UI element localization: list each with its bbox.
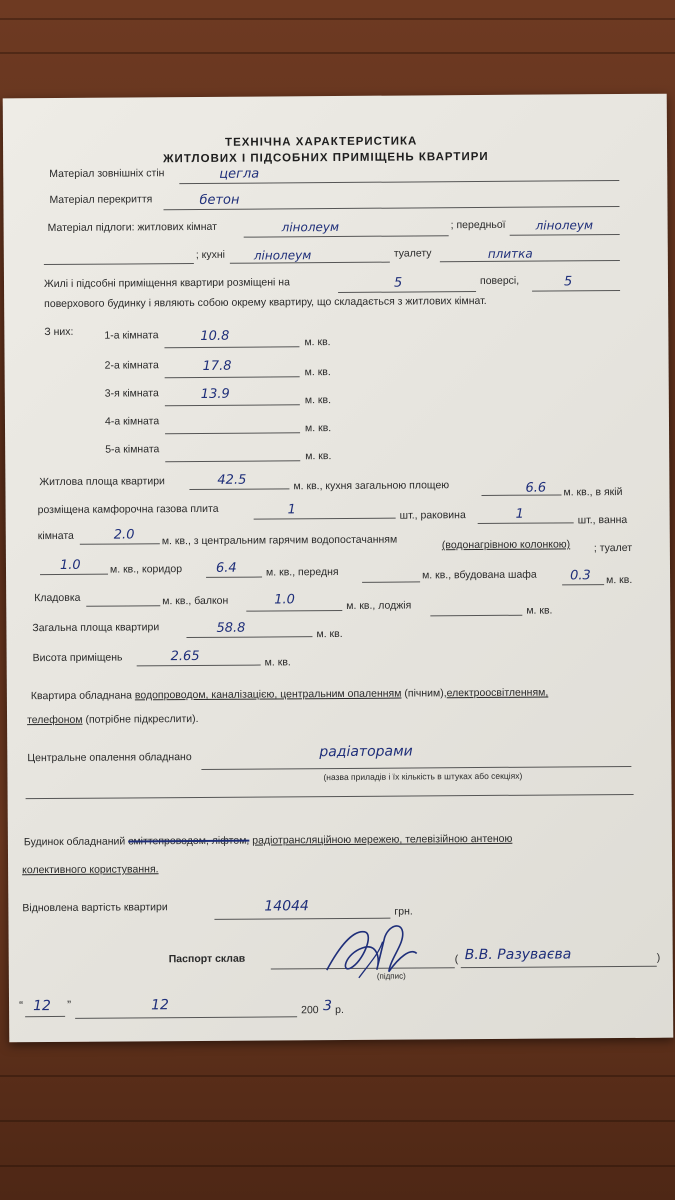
balcony-line <box>246 610 342 612</box>
sink-label: шт., раковина <box>399 509 466 522</box>
signature-image <box>318 917 428 984</box>
cost-label: Відновлена вартість квартири <box>22 901 168 915</box>
bath-line <box>80 543 160 545</box>
building-struck: сміттепроводом, ліфтом, <box>128 834 250 848</box>
storage-line <box>86 605 160 607</box>
wood-grain <box>0 52 675 54</box>
heating-note: (назва приладів і їх кількість в штуках або секціях) <box>323 770 523 783</box>
room-3-unit: м. кв. <box>304 394 332 407</box>
stove-line <box>254 518 396 520</box>
closet-unit: м. кв. <box>606 573 633 587</box>
room-5-label: 5-а кімната <box>105 443 160 456</box>
storage-label: Кладовка <box>34 591 81 605</box>
kitchen-area-value: 6.6 <box>525 480 547 496</box>
flooring-blank-line <box>44 263 194 265</box>
loggia-unit: м. кв. <box>526 604 553 617</box>
sink-value: 1 <box>515 506 524 522</box>
date-day: 12 <box>32 998 51 1015</box>
location-floor-line <box>338 291 476 293</box>
date-year-prefix: 200 <box>301 1004 319 1017</box>
hot-water-label: м. кв., з центральним гарячим водопостачанням <box>161 533 398 548</box>
balcony-label: м. кв., балкон <box>162 594 229 608</box>
date-year-digit: 3 <box>323 998 333 1015</box>
passport-label: Паспорт склав <box>168 952 246 966</box>
kitchen-area-suffix: м. кв., в якій <box>563 486 623 499</box>
room-4-unit: м. кв. <box>304 422 332 435</box>
corridor-value: 6.4 <box>215 560 237 576</box>
equipment-underlined-1: водопроводом, каналізацією, центральним опаленням <box>134 687 402 702</box>
heating-extra-line <box>26 794 634 799</box>
date-suffix: р. <box>335 1003 344 1017</box>
flooring-front-line <box>510 234 620 236</box>
date-month: 12 <box>150 997 169 1014</box>
room-1-line <box>164 346 299 348</box>
front-room-label: м. кв., передня <box>265 565 339 579</box>
height-label: Висота приміщень <box>32 651 123 665</box>
bath-label-a: шт., ванна <box>577 513 628 527</box>
room-4-line <box>165 432 300 434</box>
name-paren-open: ( <box>454 953 459 966</box>
cost-unit: грн. <box>394 905 413 918</box>
total-area-label: Загальна площа квартири <box>32 621 160 635</box>
date-quote-close: ” <box>66 997 72 1012</box>
flooring-kitchen-value: лінолеум <box>253 248 312 263</box>
flooring-toilet-label: туалету <box>393 247 432 260</box>
equipment-mid: (пічним), <box>404 687 447 700</box>
height-value: 2.65 <box>170 648 200 665</box>
toilet-line <box>40 574 108 575</box>
equipment-suffix: (потрібне підкреслити). <box>85 712 199 726</box>
wood-grain <box>0 1120 675 1122</box>
flooring-front-label: ; передньої <box>450 218 506 232</box>
walls-value: цегла <box>219 166 260 182</box>
closet-value: 0.3 <box>570 568 591 584</box>
bath-label-b: кімната <box>37 529 74 543</box>
balcony-value: 1.0 <box>274 592 295 608</box>
toilet-value: 1.0 <box>59 557 81 573</box>
front-room-line <box>362 581 420 582</box>
bath-value: 2.0 <box>113 527 135 543</box>
floors-cover-value: бетон <box>199 192 240 208</box>
heating-line <box>201 766 631 770</box>
location-total-value: 5 <box>563 274 573 290</box>
equipment-underlined-2: електроосвітленням, <box>446 686 549 700</box>
rooms-intro: З них: <box>44 325 74 339</box>
living-area-label: Житлова площа квартири <box>39 475 165 489</box>
heating-label: Центральне опалення обладнано <box>27 751 192 765</box>
name-line <box>461 966 657 968</box>
corridor-line <box>206 577 262 578</box>
room-5-unit: м. кв. <box>305 450 332 463</box>
compiler-name: В.В. Разуваєва <box>464 946 572 964</box>
cost-value: 14044 <box>264 898 309 915</box>
building-rest: радіотрансляційною мережею, телевізійною антеною <box>252 832 513 847</box>
title-line-2: ЖИТЛОВИХ І ПІДСОБНИХ ПРИМІЩЕНЬ КВАРТИРИ <box>163 150 489 166</box>
flooring-front-value: лінолеум <box>535 218 594 233</box>
room-3-label: 3-я кімната <box>104 387 159 400</box>
room-5-line <box>165 460 300 462</box>
loggia-label: м. кв., лоджія <box>346 599 412 612</box>
building-line1 <box>24 833 513 848</box>
sink-line <box>478 522 574 524</box>
flooring-toilet-value: плитка <box>487 246 533 261</box>
floors-cover-label: Матеріал перекриття <box>49 193 153 207</box>
date-day-line <box>25 1016 65 1017</box>
loggia-line <box>430 615 522 617</box>
equipment-line1 <box>31 687 548 703</box>
stove-label: розміщена камфорочна газова плита <box>37 502 219 517</box>
equipment-underlined-3: телефоном <box>27 713 83 727</box>
date-quote-open: “ <box>18 998 24 1013</box>
flooring-rooms-value: лінолеум <box>281 219 340 235</box>
living-area-line <box>189 488 289 490</box>
toilet-label: ; туалет <box>593 541 633 555</box>
corridor-label: м. кв., коридор <box>109 563 183 576</box>
room-2-unit: м. кв. <box>304 366 331 379</box>
equipment-line2 <box>27 713 199 726</box>
location-total-line <box>532 290 620 292</box>
room-1-value: 10.8 <box>200 328 230 344</box>
room-2-label: 2-а кімната <box>104 359 159 372</box>
height-line <box>137 665 261 667</box>
wood-grain <box>0 1165 675 1167</box>
building-line2: колективного користування. <box>22 863 159 877</box>
document-page <box>3 94 674 1043</box>
wood-grain <box>0 1075 675 1077</box>
total-area-unit: м. кв. <box>316 627 343 641</box>
closet-line <box>562 584 604 585</box>
equipment-prefix: Квартира обладнана <box>30 689 132 703</box>
signature-note: (підпис) <box>376 971 406 981</box>
building-prefix: Будинок обладнаний <box>23 835 126 849</box>
living-area-mid: м. кв., кухня загальною площею <box>293 479 450 493</box>
location-floor-value: 5 <box>393 275 403 291</box>
living-area-value: 42.5 <box>217 472 247 488</box>
closet-label: м. кв., вбудована шафа <box>422 568 537 582</box>
flooring-label: Матеріал підлоги: житлових кімнат <box>47 220 218 235</box>
location-line1: Жилі і підсобні приміщення квартири розміщені на <box>43 276 290 291</box>
walls-label: Матеріал зовнішніх стін <box>49 167 165 181</box>
water-heater-label: (водонагрівною колонкою) <box>441 538 571 552</box>
room-3-line <box>165 404 300 406</box>
flooring-rooms-line <box>244 235 449 237</box>
stove-value: 1 <box>287 502 296 518</box>
kitchen-area-line <box>481 494 561 496</box>
flooring-kitchen-label: ; кухні <box>195 248 226 261</box>
room-1-unit: м. кв. <box>304 336 331 349</box>
height-unit: м. кв. <box>264 656 291 669</box>
room-2-line <box>165 376 300 378</box>
heating-value: радіаторами <box>319 743 413 761</box>
location-floor-suffix: поверсі, <box>479 274 520 288</box>
room-2-value: 17.8 <box>202 358 232 374</box>
wood-grain <box>0 18 675 20</box>
name-paren-close: ) <box>656 951 661 964</box>
date-month-line <box>75 1016 297 1019</box>
room-1-label: 1-а кімната <box>104 329 159 342</box>
total-area-line <box>186 636 312 638</box>
title-line-1: ТЕХНІЧНА ХАРАКТЕРИСТИКА <box>224 135 418 149</box>
total-area-value: 58.8 <box>216 620 246 636</box>
location-line2: поверхового будинку і являють собою окрему квартиру, що складається з житлових кімнат. <box>44 294 487 311</box>
room-4-label: 4-а кімната <box>104 415 160 428</box>
room-3-value: 13.9 <box>200 386 230 402</box>
